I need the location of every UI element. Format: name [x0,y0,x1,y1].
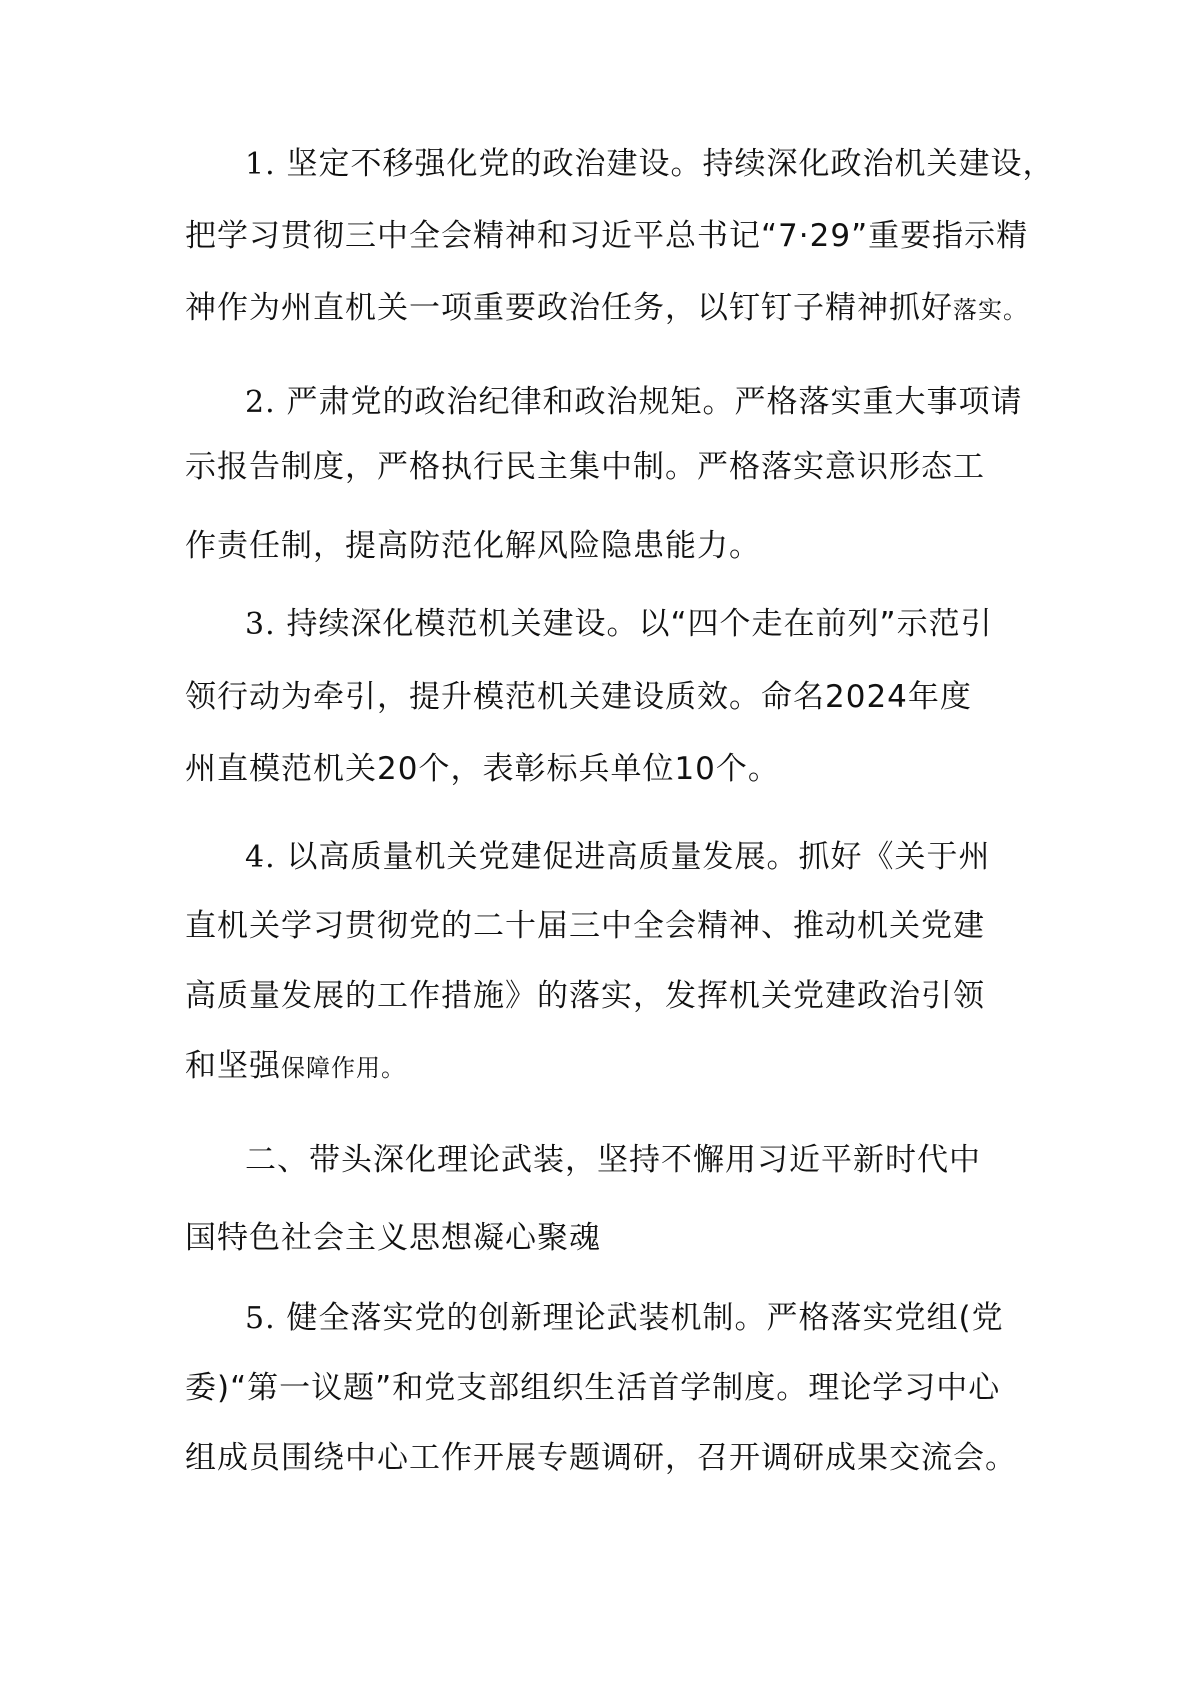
section-heading-line-2: 国特色社会主义思想凝心聚魂 [185,1220,601,1256]
paragraph-4-text: 以高质量机关党建促进高质量发展。抓好《关于州 [286,839,991,875]
paragraph-2-line-2: 示报告制度，严格执行民主集中制。严格落实意识形态工 [185,449,985,485]
paragraph-4-line-4-main: 和坚强 [185,1048,281,1084]
paragraph-2-line-3: 作责任制，提高防范化解风险隐患能力。 [185,528,761,564]
paragraph-1-text: 坚定不移强化党的政治建设。持续深化政治机关建设， [286,146,1055,182]
paragraph-5-line-3: 组成员围绕中心工作开展专题调研，召开调研成果交流会。 [185,1440,1017,1476]
paragraph-1-number: 1. [245,147,276,182]
paragraph-4-number: 4. [245,840,276,875]
paragraph-3-line-1 [245,604,993,645]
section-heading-line-1: 二、带头深化理论武装，坚持不懈用习近平新时代中 [245,1142,981,1178]
paragraph-4-line-3: 高质量发展的工作措施》的落实，发挥机关党建政治引领 [185,978,985,1014]
paragraph-1-line-3-tail: 落实。 [953,296,1028,324]
paragraph-5-text: 健全落实党的创新理论武装机制。严格落实党组(党 [286,1300,1004,1336]
paragraph-1-line-3 [185,288,1028,330]
paragraph-4-line-1 [245,837,990,878]
paragraph-1-line-3-main: 神作为州直机关一项重要政治任务，以钉钉子精神抓好 [185,290,953,326]
paragraph-2-line-1 [245,382,1022,423]
paragraph-4-line-4 [185,1046,406,1088]
paragraph-3-line-2: 领行动为牵引，提升模范机关建设质效。命名2024年度 [185,679,972,715]
paragraph-3-number: 3. [245,607,276,642]
paragraph-2-text: 严肃党的政治纪律和政治规矩。严格落实重大事项请 [286,384,1023,420]
paragraph-3-text: 持续深化模范机关建设。以“四个走在前列”示范引 [286,606,993,642]
paragraph-4-line-4-tail: 保障作用。 [281,1054,406,1082]
paragraph-5-line-2: 委)“第一议题”和党支部组织生活首学制度。理论学习中心 [185,1370,1001,1406]
paragraph-5-number: 5. [245,1301,276,1336]
paragraph-4-line-2: 直机关学习贯彻党的二十届三中全会精神、推动机关党建 [185,908,985,944]
paragraph-1-line-1 [245,144,1054,185]
paragraph-3-line-3: 州直模范机关20个，表彰标兵单位10个。 [185,751,780,787]
paragraph-5-line-1 [245,1298,1004,1339]
paragraph-1-line-2: 把学习贯彻三中全会精神和习近平总书记“7·29”重要指示精 [185,218,1029,254]
paragraph-2-number: 2. [245,385,276,420]
